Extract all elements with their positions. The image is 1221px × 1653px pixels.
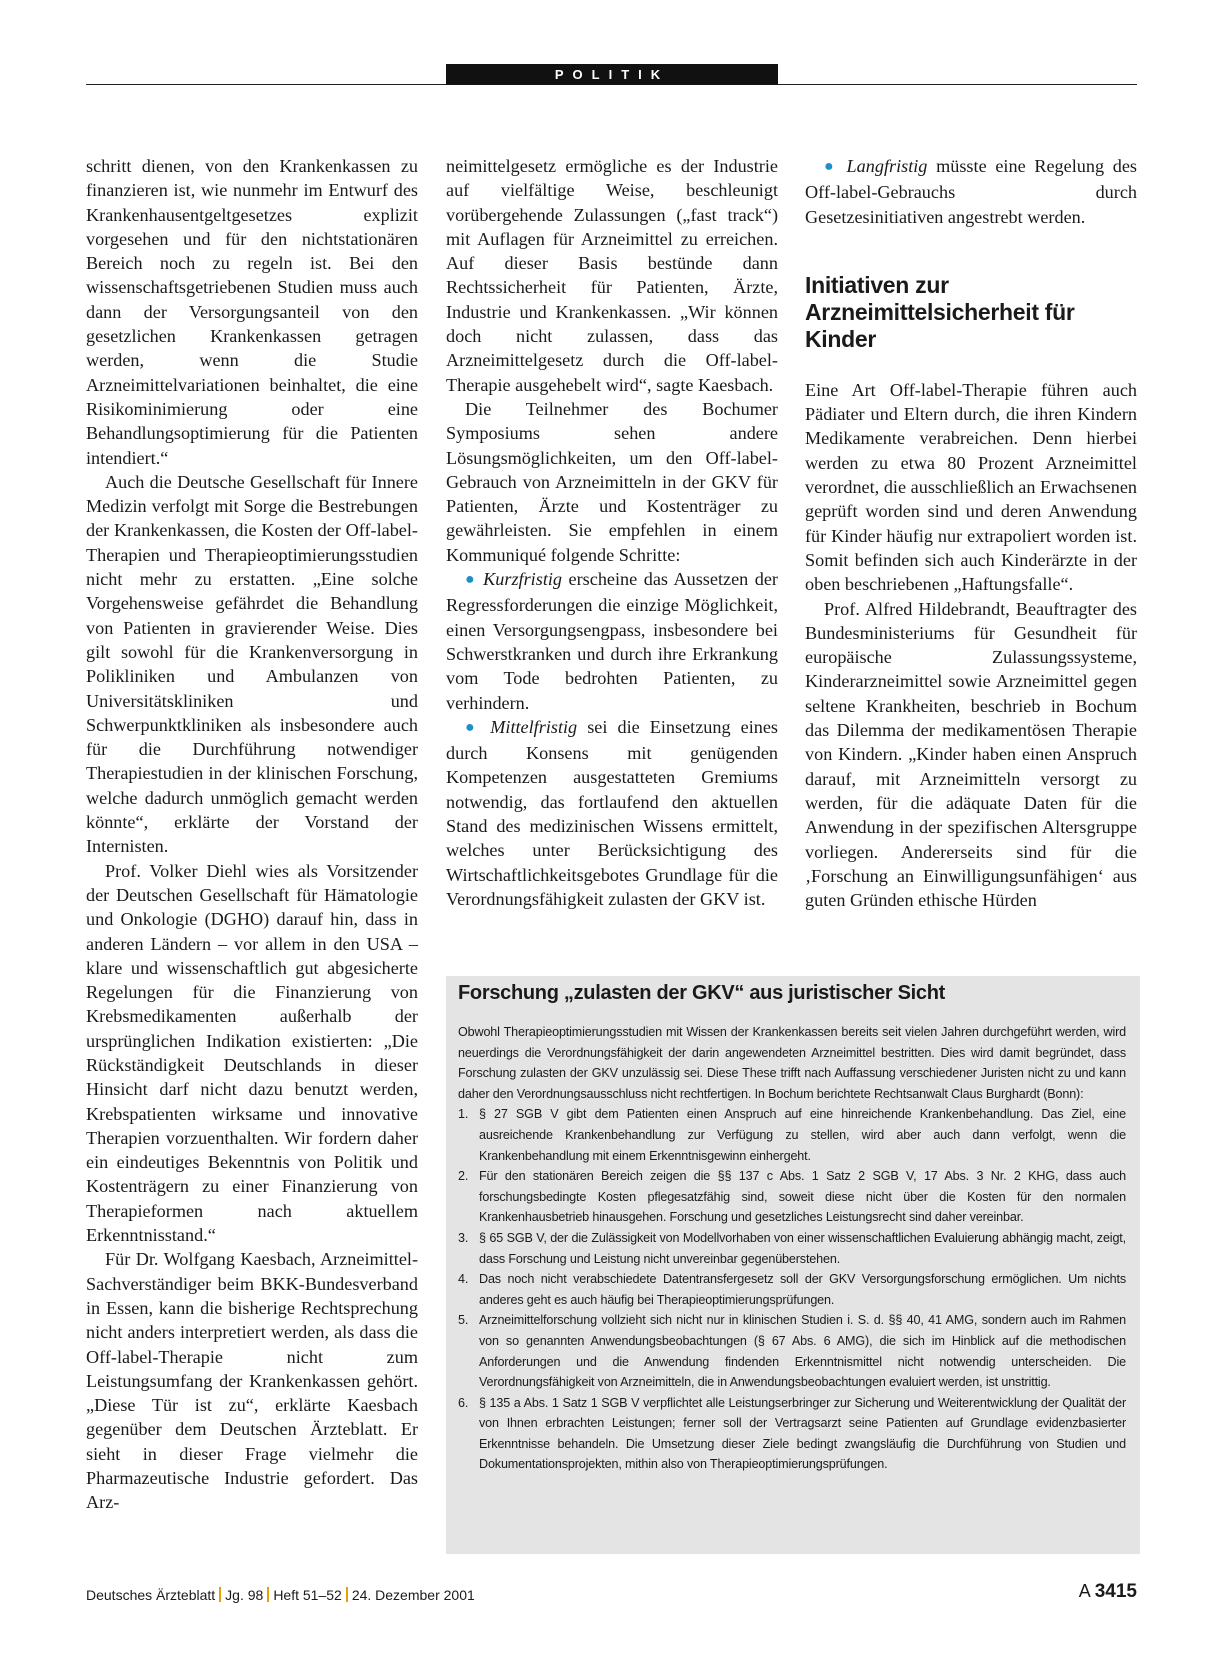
- footer-citation: [86, 1587, 475, 1603]
- list-item: [458, 1393, 1126, 1475]
- list-item: [458, 1104, 1126, 1166]
- bullet-dot-icon: ●: [465, 718, 481, 736]
- issue-date: 24. Dezember 2001: [351, 1587, 475, 1603]
- info-box-title: Forschung „zulasten der GKV“ aus juristischer Sicht: [458, 982, 946, 1004]
- bullet-item-mid-term: [446, 715, 778, 911]
- col3-paragraph: Prof. Alfred Hildebrandt, Beauftragter des Bundesministeriums für Gesundheit für europäische Zulassungssysteme, Kinderarzneimittel sowie Arzneimittel gegen seltene Krankheiten, beschrieb in Bochum das Dilemma der medikamentösen Therapie von Kindern. „Kinder haben einen Anspruch darauf, mit Arzneimitteln versorgt zu werden, für die adäquate Daten für die Anwendung in der spezifischen Altersgruppe vorliegen. Andererseits sind für die ‚Forschung an Einwilligungsunfähigen‘ aus guten Gründen ethische Hürden: [805, 598, 1137, 911]
- bullet-text: erscheine das Aussetzen der Regressforderungen die einzige Möglichkeit, einen Versorgungsengpass, insbesondere bei Schwerstkranken und durch ihre Erkrankung vom Tode bedrohten Patienten, zu verhindern.: [446, 569, 778, 713]
- page-number: [1079, 1581, 1137, 1603]
- bullet-item-long-term: [805, 154, 1137, 229]
- column-1: [86, 154, 418, 1515]
- footer-separator: [219, 1587, 221, 1602]
- info-box-intro: Obwohl Therapieoptimierungsstudien mit Wissen der Krankenkassen bereits seit vielen Jahren durchgeführt werden, wird neuerdings die Verordnungsfähigkeit der darin angewendeten Arzneimittel bestritten. Dies wird damit begründet, dass Forschung zulasten der GKV unzulässig sei. Diese These trifft nach Auffassung verschiedener Juristen nicht zu und kann daher den Verordnungsausschluss nicht rechtfertigen. In Bochum berichtete Rechtsanwalt Claus Burghardt (Bonn):: [458, 1025, 1126, 1101]
- section-label: POLITIK: [446, 64, 778, 85]
- journal-volume: Jg. 98: [225, 1587, 264, 1603]
- list-item: [458, 1310, 1126, 1392]
- list-item-text: Für den stationären Bereich zeigen die §§ 137 c Abs. 1 Satz 2 SGB V, 17 Abs. 3 Nr. 2 KHG, dass auch forschungsbedingte Kosten pflegesatzfähig sind, soweit diese nicht über die Kosten für den normalen Krankenhausbetrieb hinausgehen. Forschung und gesetzliches Leistungsrecht sind daher vereinbar.: [479, 1169, 1126, 1225]
- list-item-number: 5.: [458, 1313, 469, 1328]
- list-item-text: Arzneimittelforschung vollzieht sich nicht nur in klinischen Studien i. S. d. §§ 40, 41 AMG, sondern auch im Rahmen von so genannten Anwendungsbeobachtungen (§ 67 Abs. 6 AMG), die sich im Hinblick auf die methodischen Anforderungen und die Anwendung findenden Erkenntnismittel nicht notwendig unterscheiden. Die Verordnungsfähigkeit von Arzneimitteln, die in Anwendungsbeobachtungen evaluiert werden, ist unstrittig.: [479, 1313, 1126, 1390]
- col1-paragraph: Auch die Deutsche Gesellschaft für Innere Medizin verfolgt mit Sorge die Bestrebungen der Krankenkassen, die Kosten der Off-label-Therapien und Therapieoptimierungsstudien nicht mehr zu erstatten. „Eine solche Vorgehensweise gefährdet die Behandlung von Patienten in gravierender Weise. Dies gilt sowohl für die Krankenversorgung in Polikliniken und Ambulanzen von Universitätskliniken und Schwerpunktkliniken als insbesondere auch für die Durchführung notwendiger Therapiestudien in der klinischen Forschung, welche dadurch unmöglich gemacht werden könnte“, erklärte der Vorstand der Internisten.: [86, 471, 418, 857]
- bullet-term: Kurzfristig: [483, 569, 563, 590]
- bullet-text: sei die Einsetzung eines durch Konsens mit genügenden Kompetenzen ausgestatteten Gremiums notwendig, das fortlaufend den aktuellen Stand des medizinischen Wissens ermittelt, welches unter Berücksichtigung des Wirtschaftlichkeitsgebotes Grundlage für die Verordnungsfähigkeit zulasten der GKV ist.: [446, 716, 779, 909]
- col1-paragraph: Prof. Volker Diehl wies als Vorsitzender der Deutschen Gesellschaft für Hämatologie und Onkologie (DGHO) darauf hin, dass in anderen Ländern – vor allem in den USA – klare und wissenschaftlich gut abgesicherte Regelungen für die Finanzierung von Krebsmedikamenten außerhalb der ursprünglichen Indikation existierten: „Die Rückständigkeit Deutschlands in dieser Hinsicht darf nicht dazu benutzt werden, Krebspatienten wirksame und innovative Therapien vorzuenthalten. Wir fordern daher ein eindeutiges Bekenntnis von Politik und Kostenträgern zu einer Finanzierung von Therapieformen nach aktuellem Erkenntnisstand.“: [86, 860, 418, 1246]
- list-item: [458, 1228, 1126, 1269]
- list-item-text: § 65 SGB V, der die Zulässigkeit von Modellvorhaben von einer wissenschaftlichen Evaluierung abhängig macht, zeigt, dass Forschung und Leistung nicht unvereinbar gegenüberstehen.: [479, 1230, 1126, 1266]
- list-item-number: 4.: [458, 1272, 469, 1287]
- list-item: [458, 1269, 1126, 1310]
- info-box-list: [458, 1104, 1126, 1475]
- col2-paragraph: neimittelgesetz ermögliche es der Industrie auf vielfältige Weise, beschleunigt vorübergehende Zulassungen („fast track“) mit Auflagen für Arzneimittel zu erreichen. Auf dieser Basis bestünde dann Rechtssicherheit für Patienten, Ärzte, Industrie und Krankenkassen. „Wir können doch nicht zulassen, dass das Arzneimittelgesetz durch die Off-label-Therapie ausgehebelt wird“, sagte Kaesbach.: [446, 156, 778, 395]
- page-number-value: 3415: [1094, 1581, 1137, 1602]
- col1-paragraph: Für Dr. Wolfgang Kaesbach, Arzneimittel-Sachverständiger beim BKK-Bundesverband in Essen, kann die bisherige Rechtsprechung nicht anders interpretiert werden, als dass die Off-label-Therapie nicht zum Leistungsumfang der Krankenkassen gehört. „Diese Tür ist zu“, erklärte Kaesbach gegenüber dem Deutschen Ärzteblatt. Er sieht in dieser Frage vielmehr die Pharmazeutische Industrie gefordert. Das Arz-: [86, 1249, 418, 1513]
- column-2: [446, 154, 778, 911]
- list-item-number: 1.: [458, 1107, 469, 1122]
- bullet-term: Mittelfristig: [490, 716, 578, 737]
- col2-paragraph: Die Teilnehmer des Bochumer Symposiums sehen andere Lösungsmöglichkeiten, um den Off-label-Gebrauch von Arzneimitteln in der GKV für Patienten, Ärzte und Kostenträger zu gewährleisten. Sie empfehlen in einem Kommuniqué folgende Schritte:: [446, 398, 778, 565]
- page-footer: [86, 1581, 1137, 1607]
- bullet-term: Langfristig: [846, 156, 928, 176]
- list-item-number: 2.: [458, 1169, 469, 1184]
- col3-paragraph: Eine Art Off-label-Therapie führen auch Pädiater und Eltern durch, die ihren Kindern Medikamente verabreichen. Denn hierbei werden zu etwa 80 Prozent Arzneimittel verordnet, die ausschließlich an Erwachsenen geprüft worden sind und deren Anwendung für Kinder häufig nur extrapoliert worden ist. Somit befinden sich auch Kinderärzte in der oben beschriebenen „Haftungsfalle“.: [805, 379, 1137, 595]
- journal-issue: Heft 51–52: [273, 1587, 342, 1603]
- list-item-number: 6.: [458, 1395, 469, 1410]
- bullet-text: müsste eine Regelung des Off-label-Gebrauchs durch Gesetzesinitiativen angestrebt werden.: [805, 156, 1138, 227]
- list-item-text: § 27 SGB V gibt dem Patienten einen Anspruch auf eine hinreichende Krankenbehandlung. Das Ziel, eine ausreichende Krankenbehandlung zur Verfügung zu stellen, wird aber auch dann verfolgt, wenn die Krankenbehandlung mit einem Erkenntnisgewinn einhergeht.: [479, 1107, 1126, 1163]
- list-item-text: Das noch nicht verabschiedete Datentransfergesetz soll der GKV Versorgungsforschung ermöglichen. Um nichts anderes geht es auch häufig bei Therapieoptimierungsprüfungen.: [479, 1272, 1126, 1307]
- list-item: [458, 1166, 1126, 1228]
- bullet-dot-icon: ●: [824, 158, 838, 175]
- bullet-dot-icon: ●: [465, 571, 477, 589]
- bullet-item-short-term: [446, 567, 778, 715]
- page-prefix: A: [1078, 1581, 1091, 1601]
- col1-paragraph: schritt dienen, von den Krankenkassen zu finanzieren ist, wie nunmehr im Entwurf des Krankenhausentgeltgesetzes explizit vorgesehen und für den nichtstationären Bereich noch zu regeln ist. Bei den wissenschaftsgetriebenen Studien muss auch dann der Versorgungsanteil von den gesetzlichen Krankenkassen getragen werden, wenn die Studie Arzneimittelvariationen beinhaltet, die eine Risikominimierung oder eine Behandlungsoptimierung für die Patienten intendiert.“: [86, 156, 418, 468]
- section-heading: Initiativen zur Arzneimittelsicherheit für Kinder: [805, 271, 1075, 352]
- list-item-number: 3.: [458, 1230, 469, 1245]
- info-box: [446, 976, 1140, 1554]
- journal-name: Deutsches Ärzteblatt: [86, 1587, 216, 1603]
- column-3: [805, 154, 1137, 912]
- footer-separator: [346, 1587, 348, 1602]
- list-item-text: § 135 a Abs. 1 Satz 1 SGB V verpflichtet alle Leistungserbringer zur Sicherung und Weiterentwicklung der Qualität der von Ihnen erbrachten Leistungen; ferner soll der Vertragsarzt seine Patienten auf Grundlage evidenzbasierter Erkenntnisse behandeln. Die Umsetzung dieser Ziele bedingt zwangsläufig die Durchführung von Studien und Dokumentationsprojekten, mithin also von Therapieoptimierungsprüfungen.: [479, 1395, 1126, 1472]
- footer-separator: [267, 1587, 269, 1602]
- info-box-body: [458, 1022, 1126, 1475]
